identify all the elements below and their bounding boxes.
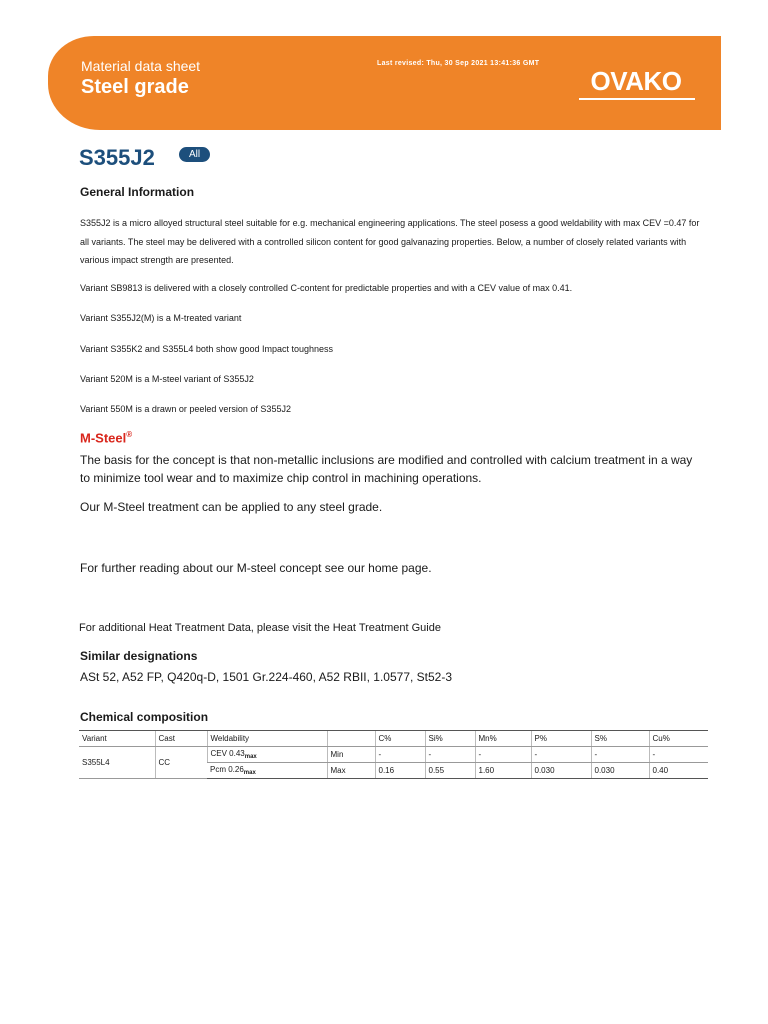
variant-line: Variant 550M is a drawn or peeled version of S355J2 (80, 404, 291, 414)
max-subscript: max (244, 754, 257, 760)
variant-line: Variant S355J2(M) is a M-treated variant (80, 313, 242, 323)
value-cell: 0.030 (591, 763, 649, 779)
value-cell: - (591, 747, 649, 763)
value-cell: 1.60 (475, 763, 531, 779)
column-header: Variant (79, 731, 155, 747)
value-cell: 0.030 (531, 763, 591, 779)
pcm-cell: Pcm $0.26_{max}$ (207, 763, 327, 779)
variant-line: Variant S355K2 and S355L4 both show good Impact toughness (80, 344, 334, 354)
general-intro: S355J2 is a micro alloyed structural steel suitable for e.g. mechanical engineering applications. The steel posess a good weldability with max CEV =0.47 for all variants. The steel may be delivered with a controlled silicon content for good galvanazing properties. Below, a number of closely related variants with various impact strength are presented. (80, 218, 700, 265)
value-cell: - (475, 747, 531, 763)
header-subtitle: Material data sheet (81, 58, 201, 74)
column-header: Cu% (649, 731, 708, 747)
chemical-heading: Chemical composition (80, 710, 209, 724)
value-cell: - (375, 747, 425, 763)
header-title: Steel grade (81, 76, 189, 98)
variant-line: Variant 520M is a M-steel variant of S355J2 (80, 374, 254, 384)
variant-badge: All (179, 147, 210, 162)
max-subscript: max (243, 770, 256, 776)
logo-text: OVAKO (590, 66, 682, 96)
limit-label: Min (327, 747, 375, 763)
logo-underline (579, 98, 695, 100)
value-cell: 0.55 (425, 763, 475, 779)
value-cell: 0.40 (649, 763, 708, 779)
cast-cell: CC (155, 747, 207, 779)
column-header (327, 731, 375, 747)
value-cell: - (425, 747, 475, 763)
table-header-row (79, 731, 708, 747)
column-header: Si% (425, 731, 475, 747)
heat-treatment-link[interactable]: For additional Heat Treatment Data, please visit the Heat Treatment Guide (79, 622, 441, 634)
limit-label: Max (327, 763, 375, 779)
value-cell: - (531, 747, 591, 763)
msteel-line: Our M-Steel treatment can be applied to any steel grade. (80, 500, 383, 514)
column-header: S% (591, 731, 649, 747)
column-header: Weldability (207, 731, 327, 747)
similar-list: ASt 52, A52 FP, Q420q-D, 1501 Gr.224-460, A52 RBII, 1.0577, St52-3 (80, 670, 453, 684)
column-header: P% (531, 731, 591, 747)
column-header: Cast (155, 731, 207, 747)
registered-mark: ® (126, 430, 133, 439)
value-cell: 0.16 (375, 763, 425, 779)
last-revised: Last revised: Thu, 30 Sep 2021 13:41:36 GMT (377, 60, 540, 67)
cev-cell: CEV $0.43_{max}$ (207, 747, 327, 763)
chemical-table (79, 730, 708, 779)
ovako-logo (577, 64, 695, 98)
column-header: C% (375, 731, 425, 747)
value-cell: - (649, 747, 708, 763)
column-header: Mn% (475, 731, 531, 747)
msteel-heading: M-Steel® (80, 430, 133, 446)
table-row (79, 747, 708, 763)
msteel-body: The basis for the concept is that non-metallic inclusions are modified and controlled with calcium treatment in a way to minimize tool wear and to maximize chip control in machining operations. (80, 453, 693, 485)
grade-name: S355J2 (79, 145, 155, 170)
header-banner (48, 36, 721, 130)
similar-heading: Similar designations (80, 649, 198, 663)
general-heading: General Information (80, 185, 195, 199)
variant-line: Variant SB9813 is delivered with a closely controlled C-content for predictable properties and with a CEV value of max 0.41. (80, 283, 573, 293)
variant-cell: S355L4 (79, 747, 155, 779)
msteel-home-link[interactable]: For further reading about our M-steel concept see our home page. (80, 561, 432, 575)
